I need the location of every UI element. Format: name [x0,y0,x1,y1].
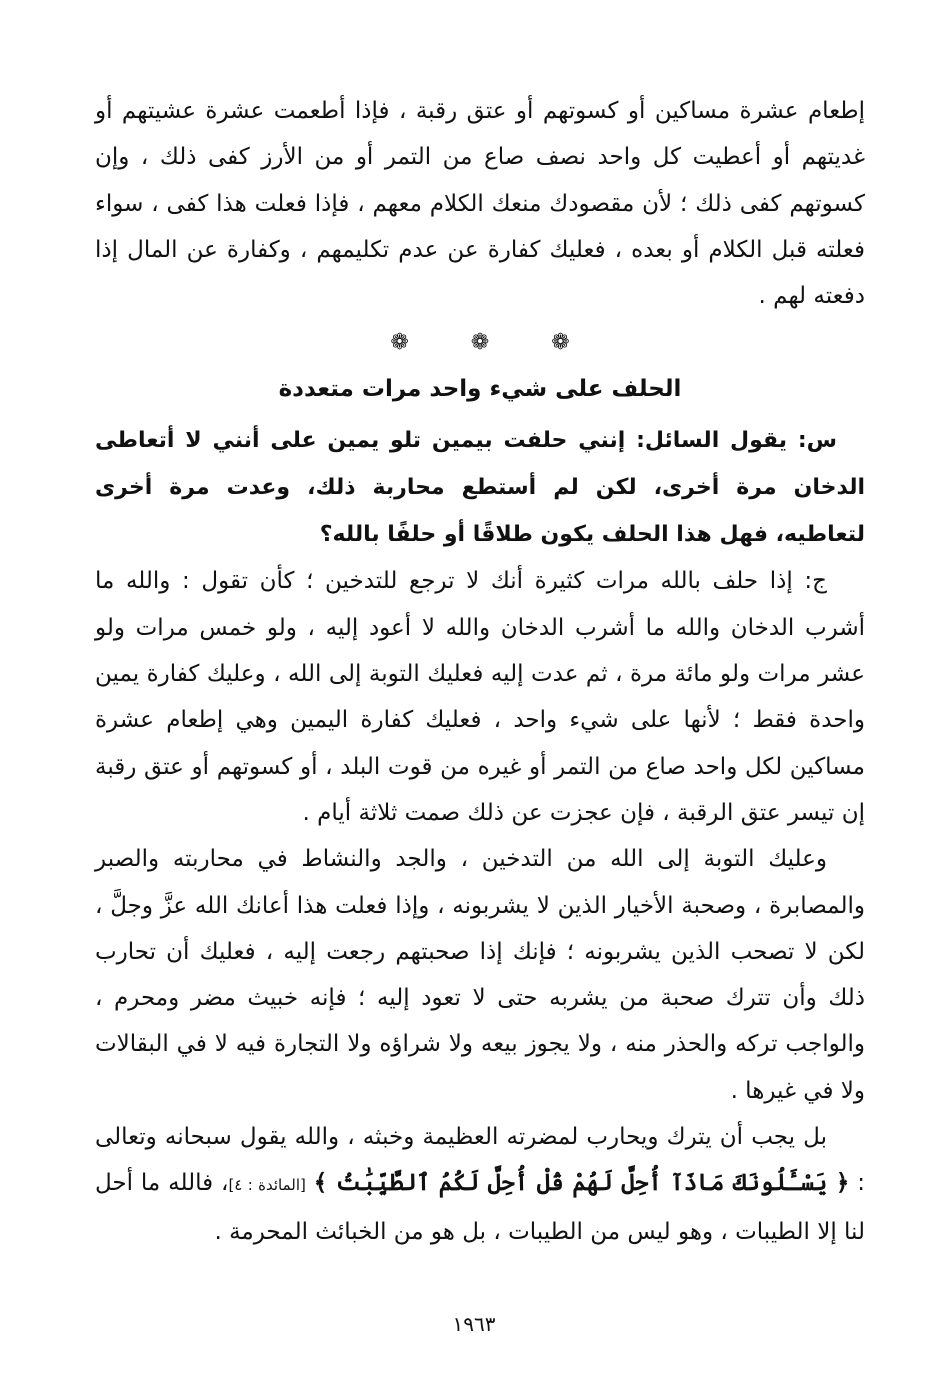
page-number: ١٩٦٣ [452,1312,496,1336]
quran-verse: ﴿ يَسْـَٔلُونَكَ مَاذَآ أُحِلَّ لَهُمْ قُلْ أُحِلَّ لَكُمُ ٱلطَّيِّبَٰتُ ﴾ [313,1169,850,1197]
verse-reference: [المائدة : ٤] [228,1176,306,1195]
answer-paragraph-3 [95,1114,865,1255]
section-title: الحلف على شيء واحد مرات متعددة [278,376,682,403]
question-paragraph: س: يقول السائل: إنني حلفت بيمين تلو يمين على أنني لا أتعاطى الدخان مرة أخرى، لكن لم أستطع محاربة ذلك، وعدت مرة أخرى لتعاطيه، فهل هذا الحلف يكون طلاقًا أو حلفًا بالله؟ [95,428,865,548]
separator-star: ❁ [551,329,570,355]
separator-star: ❁ [470,329,490,355]
section-separator [95,325,865,359]
answer-paragraph-2: وعليك التوبة إلى الله من التدخين ، والجد والنشاط في محاربته والصبر والمصابرة ، وصحبة الأخيار الذين لا يشربونه ، وإذا فعلت هذا أعانك الله عزَّ وجلَّ ، لكن لا تصحب الذين يشربونه ؛ فإنك إذا صحبتهم رجعت إليه ، فعليك أن تحارب ذلك وأن تترك صحبة من يشربه حتى لا تعود إليه ؛ فإنه خبيث مضر ومحرم ، والواجب تركه والحذر منه ، ولا يجوز بيعه ولا شراؤه ولا التجارة فيه لا في البقالات ولا في غيرها . [95,846,865,1104]
answer-paragraph-3-lead: بل يجب أن يترك ويحارب لمضرته العظيمة وخبثه ، والله يقول سبحانه وتعالى : [95,1124,865,1197]
answer-paragraph-3-tail: ، فالله ما أحل لنا إلا الطيبات ، وهو ليس من الطيبات ، بل هو من الخبائث المحرمة . [95,1170,865,1245]
answer-paragraph-1: ج: إذا حلف بالله مرات كثيرة أنك لا ترجع للتدخين ؛ كأن تقول : والله ما أشرب الدخان والله ما أشرب الدخان والله لا أعود إليه ، ولو خمس مرات ولو عشر مرات ولو مائة مرة ، ثم عدت إليه فعليك التوبة إلى الله ، وعليك كفارة يمين واحدة فقط ؛ لأنها على شيء واحد ، فعليك كفارة اليمين وهي إطعام عشرة مساكين لكل واحد صاع من التمر أو غيره من قوت البلد ، أو كسوتهم أو عتق رقبة إن تيسر عتق الرقبة ، فإن عجزت عن ذلك صمت ثلاثة أيام . [95,568,865,826]
separator-star: ❁ [390,329,409,355]
intro-paragraph: إطعام عشرة مساكين أو كسوتهم أو عتق رقبة ، فإذا أطعمت عشرة عشيتهم أو غديتهم أو أعطيت كل واحد نصف صاع من التمر أو من الأرز كفى ذلك ، وإن كسوتهم كفى ذلك ؛ لأن مقصودك منعك الكلام معهم ، فإذا فعلت هذا كفى ، سواء فعلته قبل الكلام أو بعده ، فعليك كفارة عن عدم تكليمهم ، وكفارة عن المال إذا دفعته لهم . [95,98,865,310]
page-body [95,88,865,1255]
